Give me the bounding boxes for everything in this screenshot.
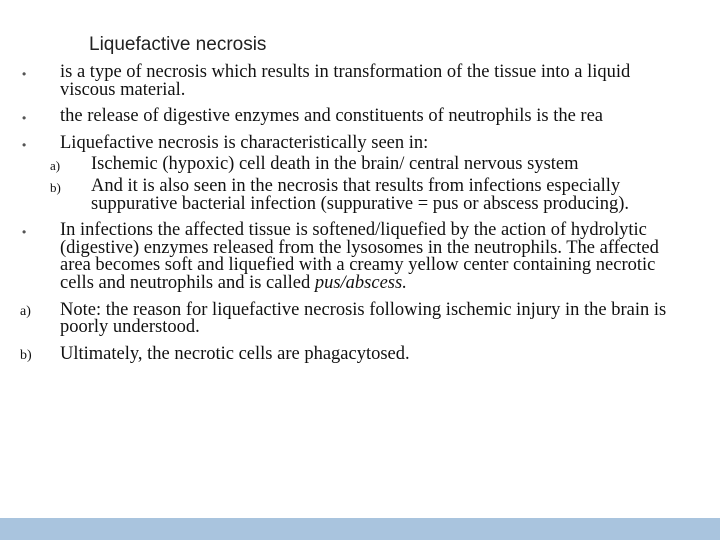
- bullet-icon: •: [22, 137, 27, 152]
- note-item: [20, 299, 690, 338]
- bullet-text: the release of digestive enzymes and constituents of neutrophils is the rea: [60, 106, 604, 127]
- sub-list-text: And it is also seen in the necrosis that results from infections especially suppurative bacterial infection (suppurative = pus or abscess producing).: [91, 175, 630, 214]
- sub-list-item: [20, 156, 690, 174]
- note-text: Ultimately, the necrotic cells are phagacytosed.: [60, 343, 410, 364]
- sub-list-item: [20, 175, 690, 214]
- bullet-icon: •: [22, 111, 27, 126]
- sub-list-marker: b): [50, 179, 61, 195]
- bullet-item: [20, 108, 690, 126]
- bullet-text: In infections the affected tissue is softened/liquefied by the action of hydrolytic (digestive) enzymes released from the lysosomes in the neutrophils. The affected area becomes soft and liquefied with a creamy yellow center containing necrotic cells and neutrophils and is called: [60, 220, 659, 293]
- bullet-icon: •: [22, 67, 27, 81]
- bullet-item: [20, 64, 690, 99]
- bullet-item: [20, 222, 690, 292]
- note-marker: b): [20, 347, 32, 363]
- emphasis-text: pus/abscess.: [314, 272, 407, 293]
- sub-list-text: Ischemic (hypoxic) cell death in the brain/ central nervous system: [91, 154, 579, 175]
- bullet-text: Liquefactive necrosis is characteristically seen in:: [60, 132, 429, 153]
- slide-title: Liquefactive necrosis: [89, 34, 267, 55]
- bullet-icon: •: [22, 225, 27, 240]
- note-text: Note: the reason for liquefactive necrosis following ischemic injury in the brain is poorly understood.: [60, 299, 667, 338]
- footer-bar: [0, 518, 720, 540]
- sub-list-marker: a): [50, 158, 61, 174]
- slide-body: [20, 64, 690, 372]
- bullet-item: [20, 132, 690, 153]
- note-marker: a): [20, 303, 31, 319]
- note-item: [20, 343, 690, 364]
- bullet-text: is a type of necrosis which results in transformation of the tissue into a liquid viscous material.: [60, 62, 631, 100]
